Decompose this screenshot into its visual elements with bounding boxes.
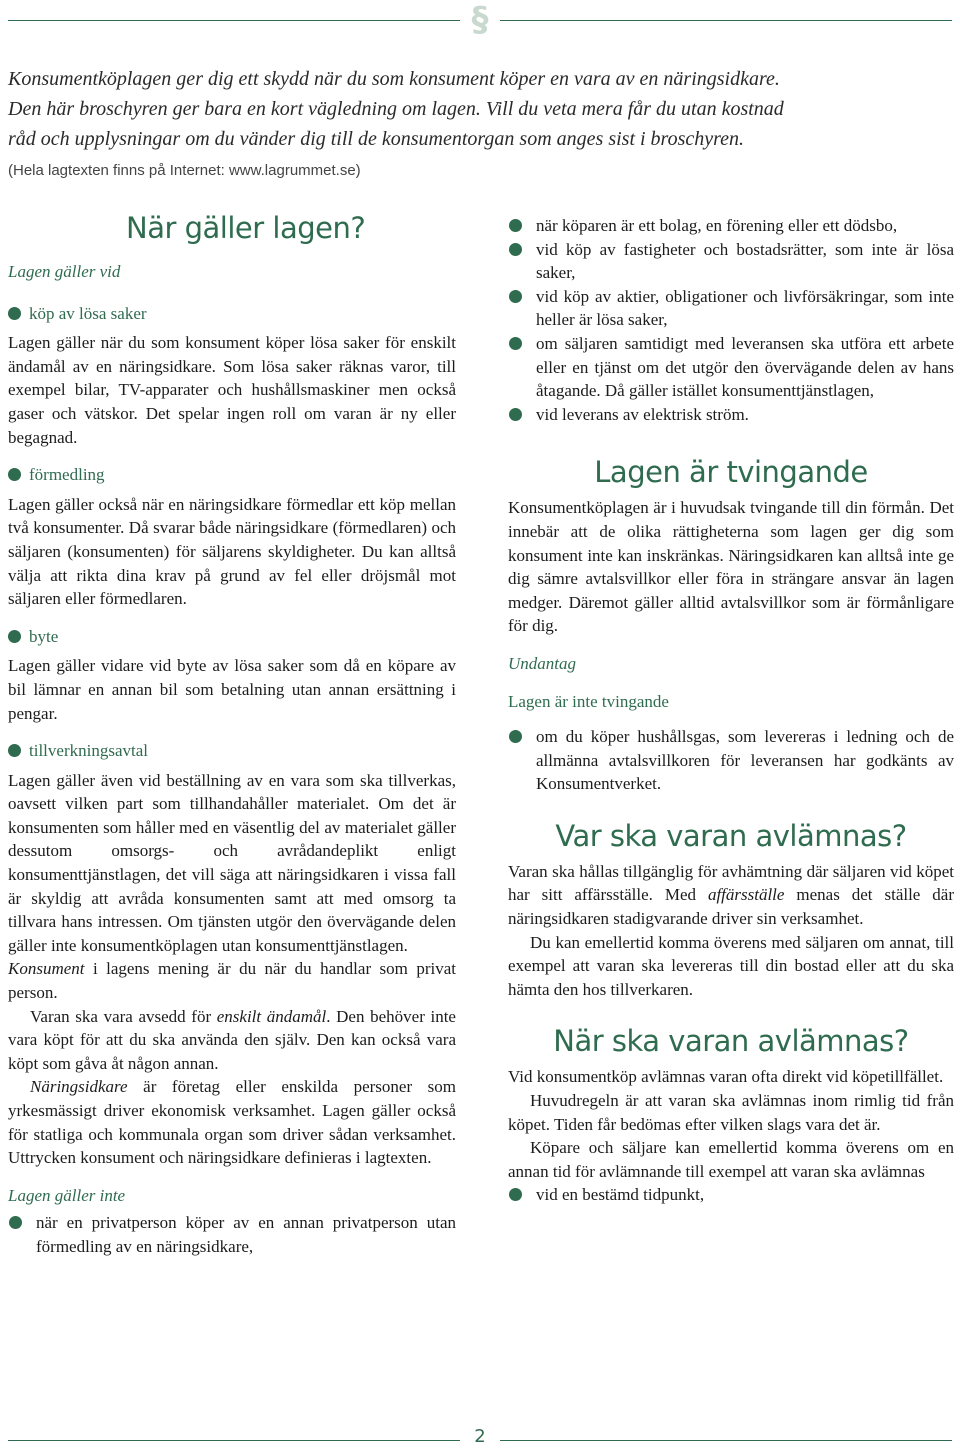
where-paragraph-2: Du kan emellertid komma överens med säljaren om annat, till exempel att varan ska levereras till din bostad eller att du ska hämta den hos tillverkaren. — [508, 932, 954, 999]
bullet-dot-icon — [8, 307, 21, 320]
section-title-when-applies: När gäller lagen? — [126, 211, 366, 245]
heading-not-mandatory: Lagen är inte tvingande — [508, 691, 669, 711]
paragraph-sign-icon: § — [471, 0, 489, 40]
heading-exception: Undantag — [508, 653, 576, 673]
when-list — [508, 1183, 954, 1207]
where-paragraph-1: Varan ska hållas tillgänglig för avhämtning där säljaren vid köpet har sitt affärsställe. Med affärsställe menas det ställe där näringsidkaren stadigvarande driver sin verksamhet. — [508, 861, 954, 929]
list-item: vid köp av fastigheter och bostadsrätter, som inte är lösa saker, — [508, 238, 954, 285]
right-column — [508, 214, 954, 1207]
consumer-definition: Konsument i lagens mening är du när du handlar som privat person. — [8, 959, 456, 1003]
purchase-text: Lagen gäller när du som konsument köper lösa saker för enskilt ändamål av en näringsidkare. Som lösa saker räknas varor, till exempel bilar, TV-apparater och hushållsmaskiner men också gaser och vätskor. Det spelar ingen roll om varan är ny eller begagnad. — [8, 333, 456, 447]
when-paragraph-3: Köpare och säljare kan emellertid komma överens om en annan tid för avlämnande till exempel att varan ska avlämnas — [508, 1138, 954, 1181]
footer-rule-left — [8, 1440, 460, 1441]
intro-line-3: råd och upplysningar om du vänder dig till de konsumentorgan som anges sist i broschyren. — [8, 128, 745, 150]
list-item: vid köp av aktier, obligationer och livförsäkringar, som inte heller är lösa saker, — [508, 285, 954, 332]
bullet-dot-icon — [8, 744, 21, 757]
when-paragraph-1: Vid konsumentköp avlämnas varan ofta direkt vid köpetillfället. — [508, 1067, 944, 1087]
bullet-dot-icon — [8, 630, 21, 643]
intro-note: (Hela lagtexten finns på Internet: www.lagrummet.se) — [8, 162, 361, 179]
bullet-heading-purchase: köp av lösa saker — [8, 302, 456, 326]
exchange-text: Lagen gäller vidare vid byte av lösa saker som då en köpare av bil lämnar en annan bil som betalning utan annan ersättning i pengar. — [8, 656, 456, 723]
intro-line-1: Konsumentköplagen ger dig ett skydd när du som konsument köper en vara av en näringsidkare. — [8, 68, 780, 90]
not-applies-list-continued — [508, 214, 954, 426]
bullet-dot-icon — [8, 468, 21, 481]
intro-line-2: Den här broschyren ger bara en kort vägledning om lagen. Vill du veta mera får du utan kostnad — [8, 98, 784, 120]
list-item: när köparen är ett bolag, en förening eller ett dödsbo, — [508, 214, 954, 238]
manufacturing-text: Lagen gäller även vid beställning av en vara som ska tillverkas, oavsett vilken part som tillhandahåller materialet. Om det är konsumenten som håller med en väsentlig del av materialet gäller dessutom omsorgs- och avrådandeplikt enligt konsumenttjänstlagen, det vill säga att näringsidkaren i vissa fall är skyldig att avråda konsumenten samt att med omsorg ta tillvara hans intressen. Om tjänsten utgör den övervägande delen gäller inte konsumentköplagen utan konsumenttjänstlagen. — [8, 770, 456, 955]
section-title-where: Var ska varan avlämnas? — [555, 818, 907, 853]
heading-not-applies: Lagen gäller inte — [8, 1185, 126, 1205]
purpose-definition: Varan ska vara avsedd för enskilt ändamål. Den behöver inte vara köpt för att du ska använda den själv. Den kan också vara köpt som gåva åt någon annan. — [8, 1006, 456, 1073]
bullet-heading-manufacturing: tillverkningsavtal — [8, 739, 456, 763]
page-number: 2 — [474, 1426, 486, 1447]
heading-applies: Lagen gäller vid — [8, 262, 121, 281]
list-item: vid leverans av elektrisk ström. — [508, 403, 954, 427]
list-item: vid en bestämd tidpunkt, — [508, 1183, 954, 1207]
not-applies-list — [8, 1211, 456, 1258]
brokerage-text: Lagen gäller också när en näringsidkare förmedlar ett köp mellan två konsumenter. Då svarar både näringsidkare (förmedlaren) och säljaren (konsumenten) för säljarens skyldigheter. Du kan alltså välja att rikta dina krav på grund av fel eller dröjsmål mot säljaren eller förmedlaren. — [8, 494, 456, 609]
intro-text — [8, 64, 953, 186]
list-item: om du köper hushållsgas, som levereras i ledning och de allmänna avtalsvillkoren för leveransen har godkänts av Konsumentverket. — [508, 725, 954, 796]
bullet-heading-exchange: byte — [8, 625, 456, 649]
mandatory-text: Konsumentköplagen är i huvudsak tvingande till din förmån. Det innebär att de olika rättigheterna som lagen ger dig som konsument inte kan inskränkas. Näringsidkaren kan alltså inte ge dig sämre avtalsvillkor eller föra in strängare ansvar än lagen medger. Däremot gäller alltid avtalsvillkor som är förmånligare för dig. — [508, 498, 954, 636]
section-title-mandatory: Lagen är tvingande — [594, 455, 868, 490]
footer-rule-right — [500, 1440, 952, 1441]
trader-definition: Näringsidkare är företag eller enskilda personer som yrkesmässigt driver ekonomisk verksamhet. Lagen gäller också för statliga och kommunala organ som driver sådan verksamhet. Uttrycken konsument och näringsidkare definieras i lagtexten. — [8, 1077, 456, 1168]
list-item: när en privatperson köper av en annan privatperson utan förmedling av en näringsidkare, — [8, 1211, 456, 1258]
left-column — [8, 208, 456, 1259]
header-rule-left — [8, 20, 460, 21]
list-item: om säljaren samtidigt med leveransen ska utföra ett arbete eller en tjänst om det utgör den övervägande delen av hans åtagande. Då gäller istället konsumenttjänstlagen, — [508, 332, 954, 403]
when-paragraph-2: Huvudregeln är att varan ska avlämnas inom rimlig tid från köpet. Tiden får bedömas efter vilken slags vara det är. — [508, 1091, 954, 1134]
bullet-heading-brokerage: förmedling — [8, 463, 456, 487]
exception-list — [508, 725, 954, 796]
header-rule-right — [500, 20, 952, 21]
section-title-when: När ska varan avlämnas? — [553, 1024, 909, 1059]
